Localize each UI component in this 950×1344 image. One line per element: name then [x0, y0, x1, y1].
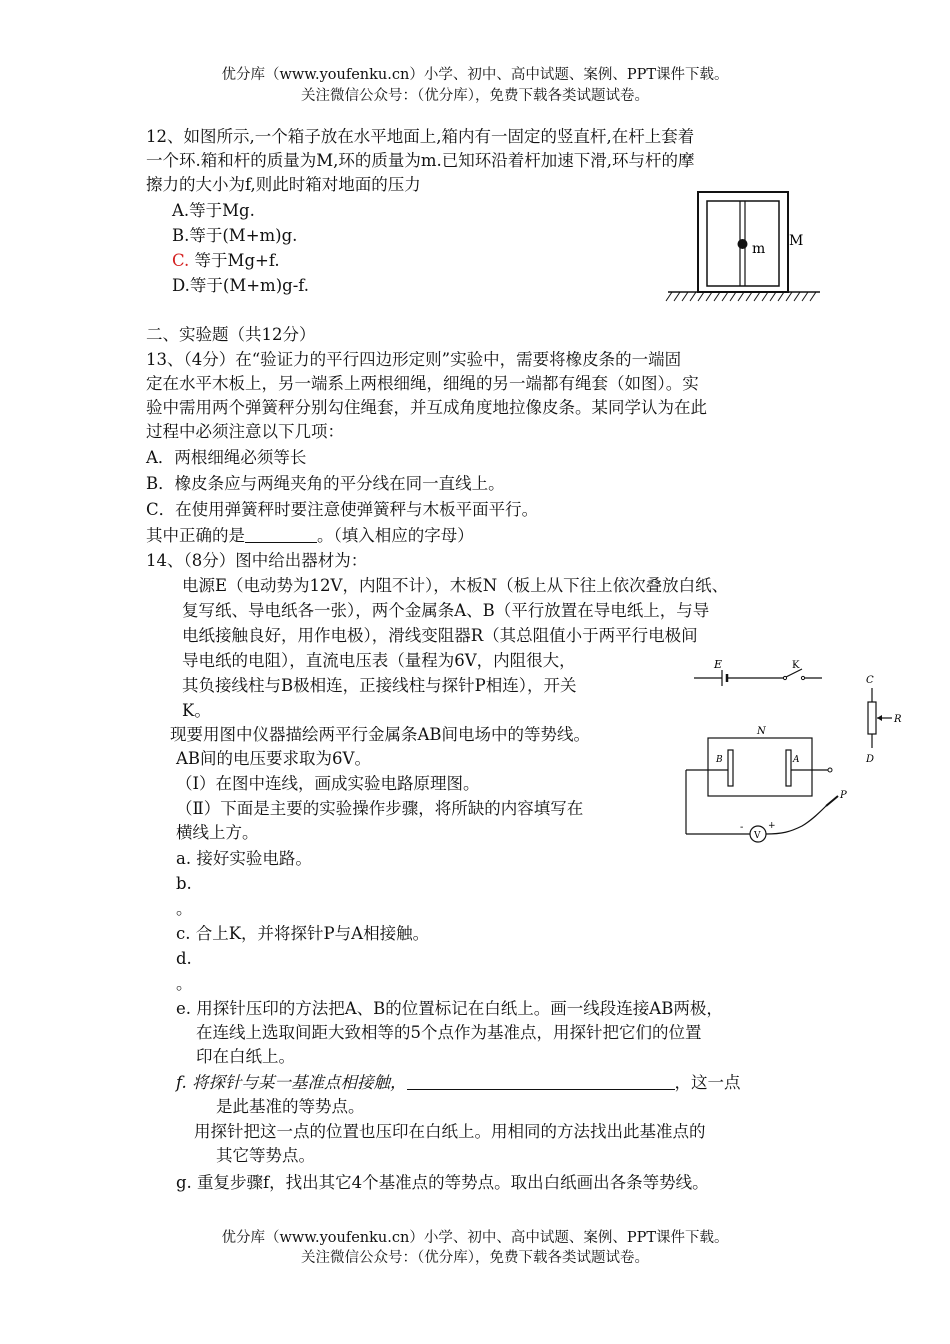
q14-step-f-more-1: 用探针把这一点的位置也压印在白纸上。用相同的方法找出此基准点的	[194, 1122, 706, 1141]
q13-stem-3: 验中需用两个弹簧秤分别勾住绳套，并互成角度地拉像皮条。某同学认为在此	[146, 398, 707, 417]
electrode-a-label: A	[793, 755, 800, 765]
board-voltmeter-figure	[686, 722, 854, 852]
q14-step-f-suffix: ，这一点	[674, 1073, 741, 1092]
q14-part1: （Ⅰ）在图中连线，画成实验电路原理图。	[176, 774, 480, 793]
rheostat-bottom-label: D	[866, 754, 875, 765]
footer-line-2: 关注微信公众号：（优分库），免费下载各类试题试卷。	[301, 1250, 649, 1266]
q12-stem-3: 擦力的大小为f,则此时箱对地面的压力	[146, 175, 421, 194]
electrode-a	[786, 750, 791, 786]
q14-desc-2: 复写纸、导电纸各一张），两个金属条A、B（平行放置在导电纸上，与导	[182, 601, 710, 620]
q13-option-c: C．在使用弹簧秤时要注意使弹簧秤与木板平面平行。	[146, 500, 539, 519]
q14-step-f-cont: 是此基准的等势点。	[216, 1097, 365, 1116]
header-line-2: 关注微信公众号：（优分库），免费下载各类试题试卷。	[301, 88, 649, 104]
q12-option-c-letter: C.	[172, 251, 190, 270]
q14-step-g: g. 重复步骤f，找出其它4个基准点的等势点。取出白纸画出各条等势线。	[176, 1173, 709, 1192]
q14-step-e-1: e. 用探针压印的方法把A、B的位置标记在白纸上。画一线段连接AB两极，	[176, 999, 723, 1018]
electrode-b-label: B	[716, 755, 723, 765]
q14-step-d-end: 。	[176, 974, 193, 993]
voltmeter-label: V	[754, 831, 761, 841]
voltmeter-plus: +	[768, 821, 776, 831]
board	[708, 738, 812, 796]
q13-answer-line	[146, 525, 474, 547]
q14-step-b-end: 。	[176, 899, 193, 918]
section2-title: 二、实验题（共12分）	[146, 325, 316, 344]
q14-part2-2: 横线上方。	[176, 823, 259, 842]
q14-task-1: 现要用图中仪器描绘两平行金属条AB间电场中的等势线。	[170, 725, 591, 744]
q13-stem-4: 过程中必须注意以下几项：	[146, 422, 344, 441]
q14-desc-1: 电源E（电动势为12V，内阻不计），木板N（板上从下往上依次叠放白纸、	[182, 576, 729, 595]
q14-desc-4: 导电纸的电阻），直流电压表（量程为6V，内阻很大，	[182, 651, 576, 670]
q13-answer-suffix: 。（填入相应的字母）	[317, 526, 474, 545]
q14-step-a: a. 接好实验电路。	[176, 849, 312, 868]
q14-desc-5: 其负接线柱与B极相连，正接线柱与探针P相连），开关	[182, 676, 577, 695]
q14-part2-1: （Ⅱ）下面是主要的实验操作步骤，将所缺的内容填写在	[176, 799, 584, 818]
footer-line-1: 优分库（www.youfenku.cn）小学、初中、高中试题、案例、PPT课件下载。	[221, 1230, 729, 1246]
q14-step-f	[176, 1072, 741, 1094]
q13-answer-prefix: 其中正确的是	[146, 526, 245, 545]
rheostat-figure	[858, 672, 908, 768]
probe-label: P	[840, 790, 847, 801]
q13-option-a: A．两根细绳必须等长	[146, 448, 307, 467]
battery-label: E	[714, 658, 723, 671]
q14-step-d: d.	[176, 949, 192, 968]
board-label: N	[757, 726, 766, 737]
q12-option-b: B.等于(M+m)g.	[172, 226, 298, 245]
battery-switch-figure	[690, 656, 830, 692]
ground-hatch	[666, 292, 816, 301]
q12-stem-2: 一个环.箱和杆的质量为M,环的质量为m.已知环沿着杆加速下滑,环与杆的摩	[146, 151, 695, 170]
rheostat-top-label: C	[866, 675, 874, 686]
q14-step-b: b.	[176, 874, 192, 893]
q14-step-e-2: 在连线上选取间距大致相等的5个点作为基准点，用探针把它们的位置	[196, 1023, 702, 1042]
q12-option-c	[172, 250, 280, 272]
q14-step-c: c. 合上K，并将探针P与A相接触。	[176, 924, 430, 943]
box-rod-ring-figure	[660, 188, 830, 308]
q13-option-b: B．橡皮条应与两绳夹角的平分线在同一直线上。	[146, 474, 505, 493]
q12-option-c-text: 等于Mg+f.	[194, 251, 280, 270]
q14-desc-6: K。	[182, 701, 211, 720]
electrode-b	[728, 750, 733, 786]
switch-contact-right	[801, 676, 804, 679]
q14-step-e-3: 印在白纸上。	[196, 1047, 295, 1066]
q12-stem-1: 12、如图所示,一个箱子放在水平地面上,箱内有一固定的竖直杆,在杆上套着	[146, 127, 695, 146]
q14-step-f-more-2: 其它等势点。	[216, 1146, 315, 1165]
q14-title: 14、（8分）图中给出器材为：	[146, 551, 368, 570]
voltmeter-minus: -	[740, 822, 744, 833]
q14-step-f-prefix: f. 将探针与某一基准点相接触，	[176, 1073, 407, 1092]
q14-desc-3: 电纸接触良好，用作电极），滑线变阻器R（其总阻值小于两平行电极间	[182, 626, 698, 645]
ring	[738, 239, 748, 249]
q12-option-d: D.等于(M+m)g-f.	[172, 276, 310, 295]
q12-option-a: A.等于Mg.	[172, 201, 255, 220]
q14-task-2: AB间的电压要求取为6V。	[176, 749, 371, 768]
q13-answer-blank[interactable]	[245, 526, 317, 543]
switch-label: K	[792, 660, 800, 671]
probe	[826, 796, 838, 806]
rheostat-slider-label: R	[894, 714, 902, 725]
q13-stem-1: 13、（4分）在“验证力的平行四边形定则”实验中，需要将橡皮条的一端固	[146, 350, 682, 369]
rheostat-body	[868, 702, 876, 734]
q14-step-f-blank[interactable]	[407, 1073, 675, 1090]
ring-label: m	[752, 241, 766, 257]
q13-stem-2: 定在水平木板上，另一端系上两根细绳，细绳的另一端都有绳套（如图）。实	[146, 374, 699, 393]
header-line-1: 优分库（www.youfenku.cn）小学、初中、高中试题、案例、PPT课件下载。	[221, 67, 729, 83]
box-label: M	[789, 233, 804, 249]
terminal-a	[828, 768, 832, 772]
